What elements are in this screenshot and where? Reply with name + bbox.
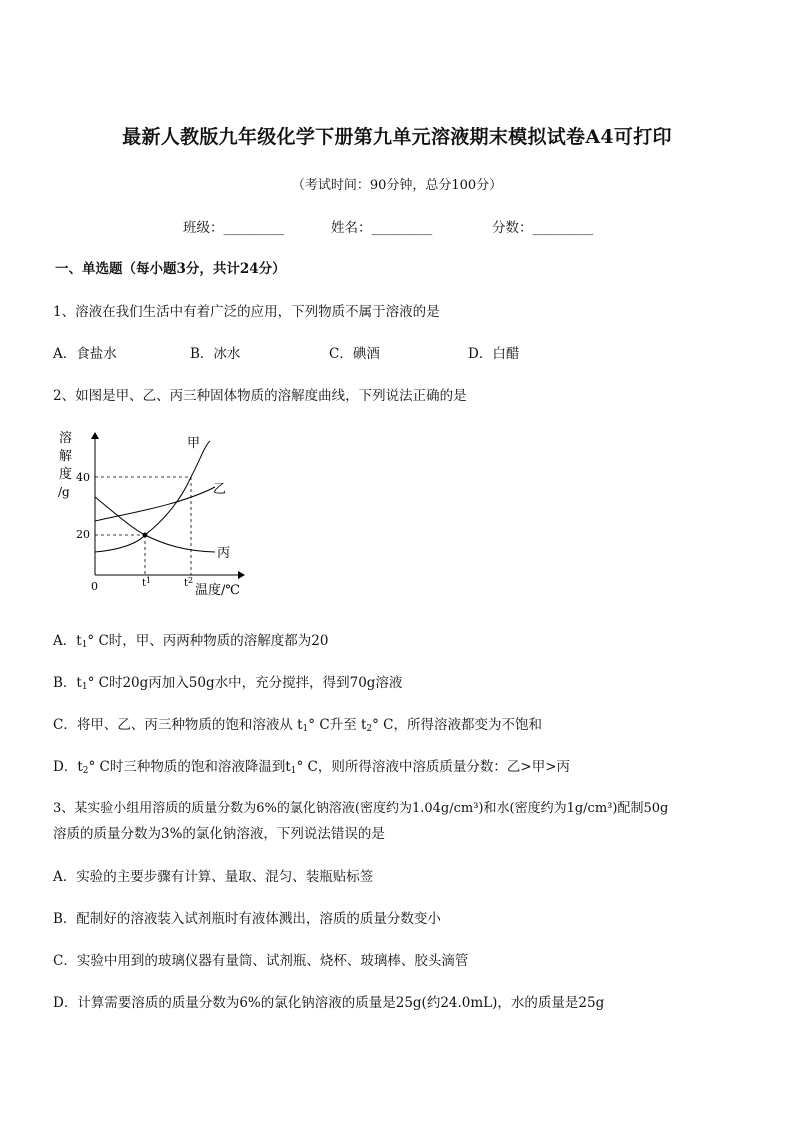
q3-option-a[interactable]: A．实验的主要步骤有计算、量取、混匀、装瓶贴标签 <box>53 869 374 885</box>
solubility-chart <box>50 425 250 600</box>
ylabel-char-4: /g <box>58 485 70 499</box>
q1-option-b[interactable]: B．冰水 <box>190 346 241 362</box>
q3-option-b[interactable]: B．配制好的溶液装入试剂瓶时有液体溅出，溶质的质量分数变小 <box>53 911 441 927</box>
page-title: 最新人教版九年级化学下册第九单元溶液期末模拟试卷A4可打印 <box>122 126 672 148</box>
label-jia: 甲 <box>187 436 201 451</box>
label-yi: 乙 <box>213 482 227 497</box>
ylabel-char-2: 解 <box>59 449 73 464</box>
x-tick-t1: $t^1$ <box>142 576 152 589</box>
question-2: 2、如图是甲、乙、丙三种固体物质的溶解度曲线，下列说法正确的是 <box>53 388 467 404</box>
origin-label: 0 <box>91 580 98 593</box>
question-3-line-2: 溶质的质量分数为3%的氯化钠溶液，下列说法错误的是 <box>53 826 385 842</box>
q1-option-d[interactable]: D．白醋 <box>468 346 520 362</box>
q3-option-c[interactable]: C．实验中用到的玻璃仪器有量筒、试剂瓶、烧杯、玻璃棒、胶头滴管 <box>53 953 469 969</box>
label-bing: 丙 <box>217 546 231 561</box>
q2-option-d[interactable]: D．$t_2^\circ$ C时三种物质的饱和溶液降温到$t_1^\circ$ C，则所得溶液中溶质质量分数：乙>甲>丙 <box>53 759 571 776</box>
y-tick-20: 20 <box>76 528 90 541</box>
y-tick-40: 40 <box>76 471 90 484</box>
q2-option-c[interactable]: C．将甲、乙、丙三种物质的饱和溶液从 $t_1^\circ$ C升至 $t_2^\circ$ C，所得溶液都变为不饱和 <box>53 717 542 734</box>
q1-option-a[interactable]: A．食盐水 <box>53 346 117 362</box>
class-field[interactable]: 班级：_________ <box>183 220 285 236</box>
exam-info: （考试时间：90分钟，总分100分） <box>291 178 503 193</box>
x-tick-t2: $t^2$ <box>184 576 194 589</box>
q2-option-b[interactable]: B．$t_1^\circ$ C时20g丙加入50g水中，充分搅拌，得到70g溶液 <box>53 675 403 692</box>
question-3-line-1: 3、某实验小组用溶质的质量分数为6%的氯化钠溶液(密度约为1.04g/cm³)和水(密度约为1g/cm³)配制50g <box>53 801 669 816</box>
x-axis-label: 温度/℃ <box>195 583 240 598</box>
score-field[interactable]: 分数：_________ <box>492 220 594 236</box>
ylabel-char-1: 溶 <box>59 431 73 446</box>
ylabel-char-3: 度 <box>59 467 73 482</box>
name-field[interactable]: 姓名：_________ <box>331 220 433 236</box>
q3-option-d[interactable]: D．计算需要溶质的质量分数为6%的氯化钠溶液的质量是25g(约24.0mL)，水的质量是25g <box>53 995 605 1011</box>
curve-yi <box>95 487 215 521</box>
q2-option-a[interactable]: A．$t_1^\circ$ C时，甲、丙两种物质的溶解度都为20 <box>53 633 329 650</box>
intersection-point <box>143 533 148 538</box>
curve-bing <box>95 497 215 552</box>
question-1: 1、溶液在我们生活中有着广泛的应用，下列物质不属于溶液的是 <box>53 304 440 320</box>
section-heading: 一、单选题（每小题3分，共计24分） <box>55 261 286 277</box>
q1-option-c[interactable]: C．碘酒 <box>329 346 380 362</box>
